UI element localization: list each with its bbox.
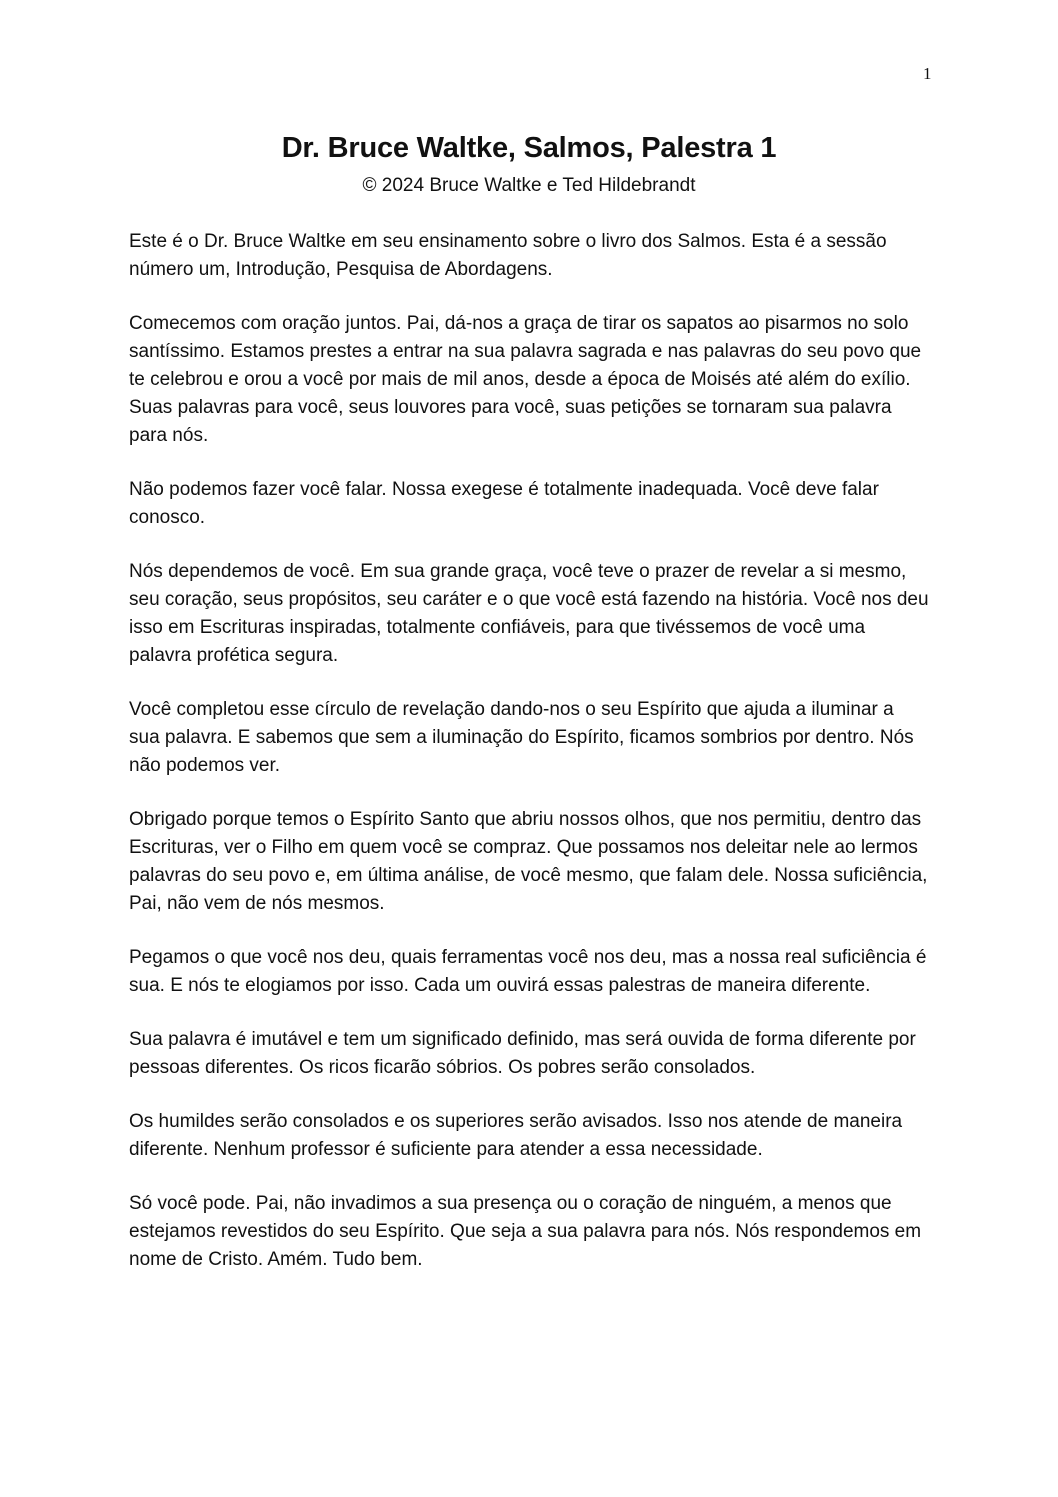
page-number: 1 (923, 64, 932, 83)
paragraph: Nós dependemos de você. Em sua grande graça, você teve o prazer de revelar a si mesmo, seu coração, seus propósitos, seu caráter e o que você está fazendo na história. Você nos deu isso em Escrituras inspiradas, totalmente confiáveis, para que tivéssemos de você uma palavra profética segura. (129, 561, 929, 666)
document-body (129, 228, 929, 1300)
paragraph: Pegamos o que você nos deu, quais ferramentas você nos deu, mas a nossa real suficiência é sua. E nós te elogiamos por isso. Cada um ouvirá essas palestras de maneira diferente. (129, 947, 927, 996)
paragraph: Este é o Dr. Bruce Waltke em seu ensinamento sobre o livro dos Salmos. Esta é a sessão número um, Introdução, Pesquisa de Abordagens. (129, 231, 887, 280)
paragraph: Sua palavra é imutável e tem um significado definido, mas será ouvida de forma diferente por pessoas diferentes. Os ricos ficarão sóbrios. Os pobres serão consolados. (129, 1029, 916, 1078)
paragraph: Você completou esse círculo de revelação dando-nos o seu Espírito que ajuda a iluminar a sua palavra. E sabemos que sem a iluminação do Espírito, ficamos sombrios por dentro. Nós não podemos ver. (129, 699, 914, 776)
copyright-line: © 2024 Bruce Waltke e Ted Hildebrandt (362, 175, 696, 196)
paragraph: Obrigado porque temos o Espírito Santo que abriu nossos olhos, que nos permitiu, dentro das Escrituras, ver o Filho em quem você se compraz. Que possamos nos deleitar nele ao lermos palavras do seu povo e, em última análise, de você mesmo, que falam dele. Nossa suficiência, Pai, não vem de nós mesmos. (129, 809, 928, 914)
document-title: Dr. Bruce Waltke, Salmos, Palestra 1 (281, 132, 777, 164)
paragraph: Só você pode. Pai, não invadimos a sua presença ou o coração de ninguém, a menos que estejamos revestidos do seu Espírito. Que seja a sua palavra para nós. Nós respondemos em nome de Cristo. Amém. Tudo bem. (129, 1193, 922, 1270)
paragraph: Comecemos com oração juntos. Pai, dá-nos a graça de tirar os sapatos ao pisarmos no solo santíssimo. Estamos prestes a entrar na sua palavra sagrada e nas palavras do seu povo que te celebrou e orou a você por mais de mil anos, desde a época de Moisés até além do exílio. Suas palavras para você, seus louvores para você, suas petições se tornaram sua palavra para nós. (129, 313, 922, 446)
paragraph: Não podemos fazer você falar. Nossa exegese é totalmente inadequada. Você deve falar conosco. (129, 479, 879, 528)
paragraph: Os humildes serão consolados e os superiores serão avisados. Isso nos atende de maneira diferente. Nenhum professor é suficiente para atender a essa necessidade. (129, 1111, 903, 1160)
